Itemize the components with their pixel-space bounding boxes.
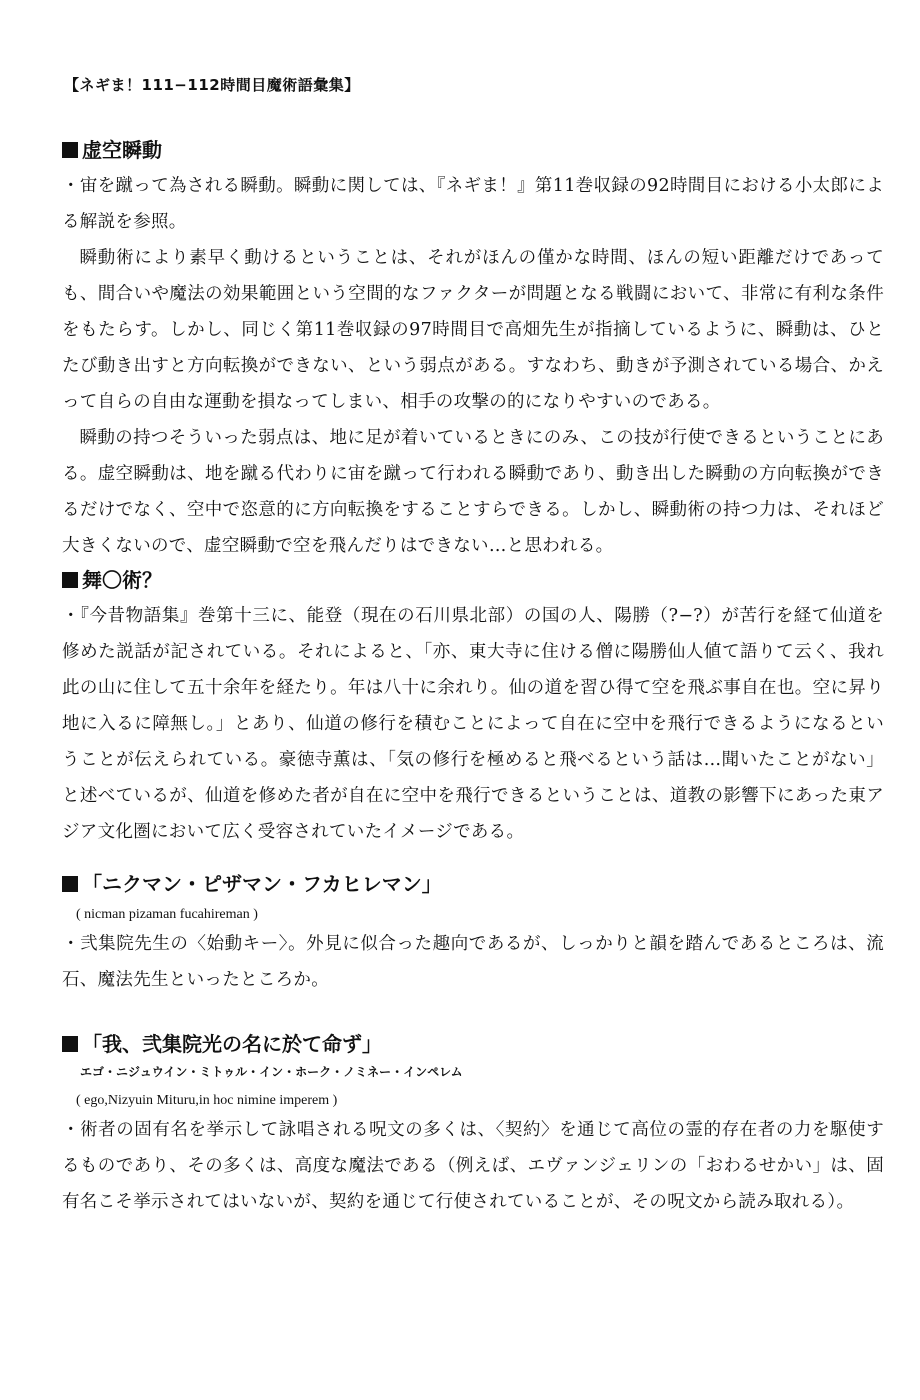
paragraph: ・弐集院先生の〈始動キー〉。外見に似合った趣向であるが、しっかりと韻を踏んであるところは、流石、魔法先生といったところか。 bbox=[62, 934, 884, 990]
section-title: 舞〇術？ bbox=[82, 568, 162, 592]
section-nicman bbox=[62, 870, 884, 998]
section-title: 「我、弐集院光の名に於て命ず」 bbox=[82, 1032, 382, 1056]
paragraph: 瞬動の持つそういった弱点は、地に足が着いているときにのみ、この技が行使できるということにある。虚空瞬動は、地を蹴る代わりに宙を蹴って行われる瞬動であり、動き出した瞬動の方向転換ができるだけでなく、空中で恣意的に方向転換をすることすらできる。しかし、瞬動術の持つ力は、それほど大きくないので、虚空瞬動で空を飛んだりはできない…と思われる。 bbox=[62, 428, 884, 556]
section-title: 虚空瞬動 bbox=[82, 138, 162, 162]
section-heading bbox=[62, 136, 884, 164]
romanization: ( ego,Nizyuin Mituru,in hoc nimine imperem ) bbox=[76, 1093, 338, 1108]
paragraph: ・『今昔物語集』巻第十三に、能登（現在の石川県北部）の国の人、陽勝（?−?）が苦行を経て仙道を修めた説話が記されている。それによると、「亦、東大寺に住ける僧に陽勝仙人値て語りて云く、我れ此の山に住して五十余年を経たり。年は八十に余れり。仙の道を習ひ得て空を飛ぶ事自在也。空に昇り地に入るに障無し。」とあり、仙道の修行を積むことによって自在に空中を飛行できるようになるということが伝えられている。豪徳寺薫は、「気の修行を極めると飛べるという話は…聞いたことがない」と述べているが、仙道を修めた者が自在に空中を飛行できるということは、道教の影響下にあった東アジア文化圏において広く受容されていたイメージである。 bbox=[62, 606, 884, 842]
section-kokuu-shundou bbox=[62, 136, 884, 564]
square-bullet-icon bbox=[62, 142, 78, 158]
paragraph: ・術者の固有名を挙示して詠唱される呪文の多くは、〈契約〉を通じて高位の霊的存在者の力を駆使するものであり、その多くは、高度な魔法である（例えば、エヴァンジェリンの「おわるせかい」は、固有名こそ挙示されてはいないが、契約を通じて行使されていることが、その呪文から読み取れる）。 bbox=[62, 1120, 884, 1212]
section-heading bbox=[62, 1030, 884, 1058]
square-bullet-icon bbox=[62, 572, 78, 588]
section-heading bbox=[62, 870, 884, 898]
page-header: 【ネギま！111−112時間目魔術語彙集】 bbox=[64, 76, 360, 94]
section-title: 「ニクマン・ピザマン・フカヒレマン」 bbox=[82, 872, 442, 896]
paragraph: ・宙を蹴って為される瞬動。瞬動に関しては、『ネギま！』第11巻収録の92時間目における小太郎による解説を参照。 bbox=[62, 176, 884, 232]
section-ego-nizyuin bbox=[62, 1030, 884, 1220]
katakana-reading: エゴ・ニジュウイン・ミトゥル・イン・ホーク・ノミネー・インペレム bbox=[80, 1065, 463, 1079]
square-bullet-icon bbox=[62, 1036, 78, 1052]
section-heading bbox=[62, 566, 884, 594]
paragraph: 瞬動術により素早く動けるということは、それがほんの僅かな時間、ほんの短い距離だけであっても、間合いや魔法の効果範囲という空間的なファクターが問題となる戦闘において、非常に有利な条件をもたらす。しかし、同じく第11巻収録の97時間目で高畑先生が指摘しているように、瞬動は、ひとたび動き出すと方向転換ができない、という弱点がある。すなわち、動きが予測されている場合、かえって自らの自由な運動を損なってしまい、相手の攻撃の的になりやすいのである。 bbox=[62, 248, 884, 412]
square-bullet-icon bbox=[62, 876, 78, 892]
section-bukujutsu bbox=[62, 566, 884, 850]
romanization: ( nicman pizaman fucahireman ) bbox=[76, 907, 258, 922]
